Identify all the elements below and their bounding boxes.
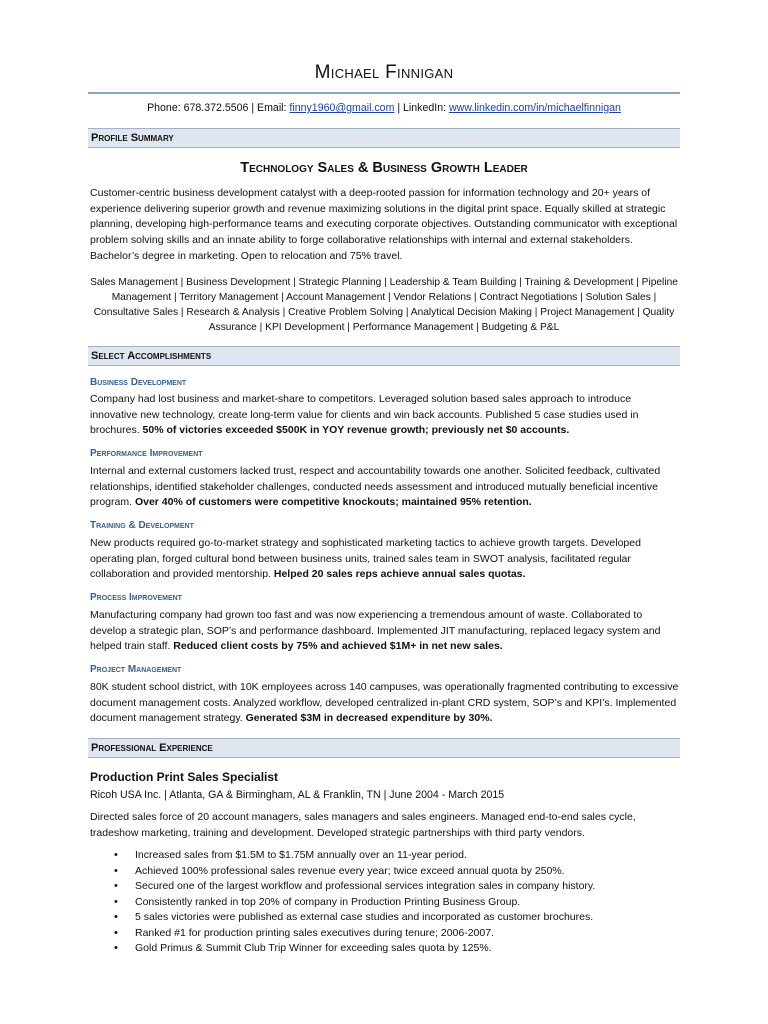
accomplishment-body: Internal and external customers lacked trust, respect and accountability towards one another. Solicited feedback, cultivated relationships, identified stakeholder challenges, conducted needs assessment and introduced mutually beneficial incentive program. [90,465,661,509]
list-item: • 5 sales victories were published as external case studies and incorporated as customer brochures. [114,910,674,926]
section-select-accomplishments: Select Accomplishments [88,346,680,366]
accomplishment-body: 80K student school district, with 10K employees across 140 campuses, was operationally fragmented contributing to excessive document management costs. Analyzed workflow, developed centralized in-plant CRD system, SOP’s and KPI’s. Implemented document management strategy. [90,681,679,725]
accomplishment-body: Company had lost business and market-share to competitors. Leveraged solution based sales approach to introduce innovative new technology, create long-term value for clients and win back accounts. Published 5 case studies used in brochures. [90,393,639,437]
accomplishment-title: Project Management [90,664,182,675]
list-item: • Ranked #1 for production printing sales executives during tenure; 2006-2007. [114,926,674,942]
contact-line [0,102,768,114]
list-item: • Achieved 100% professional sales revenue every year; twice exceed annual quota by 250%. [114,864,674,880]
profile-summary-text: Customer-centric business development catalyst with a deep-rooted passion for information technology and 20+ years of experience delivering superior growth and revenue maximizing solutions in the digital print space. Equally skilled at strategic planning, developing high-performance teams and executing corporate objectives. Outstanding communicator with exceptional problem solving skills and an innate ability to forge collaborative relationships with internal and external stakeholders. Bachelor’s degree in marketing. Open to relocation and 75% travel. [90,187,678,262]
list-item: • Increased sales from $1.5M to $1.75M annually over an 11-year period. [114,848,674,864]
accomplishment-result: Helped 20 sales reps achieve annual sales quotas. [273,568,526,581]
list-item: • Consistently ranked in top 20% of company in Production Printing Business Group. [114,895,674,911]
accomplishment-result: Over 40% of customers were competitive knockouts; maintained 95% retention. [134,496,532,509]
list-item: • Gold Primus & Summit Club Trip Winner for exceeding sales quota by 125%. [114,941,674,957]
accomplishment-result: Reduced client costs by 75% and achieved $1M+ in net new sales. [173,640,503,653]
accomplishment-text [90,464,680,511]
job-achievements-list [114,848,674,957]
candidate-name: Michael Finnigan [314,62,454,83]
linkedin-link[interactable]: www.linkedin.com/in/michaelfinnigan [448,102,621,114]
phone-text: Phone: 678.372.5506 | Email: [147,102,290,114]
list-item: • Secured one of the largest workflow and professional services integration sales in company history. [114,879,674,895]
accomplishment-body: New products required go-to-market strategy and sophisticated marketing tactics to achieve growth targets. Developed operating plan, forged cultural bond between business units, trained sales team in SWOT analysis, facilitated regular collaboration and provided mentorship. [90,537,641,581]
header-divider [88,92,680,94]
accomplishment-text [90,536,680,583]
job-description: Directed sales force of 20 account managers, sales managers and sales engineers. Managed end-to-end sales cycle, tradeshow marketing, training and development. Developed strategic partnerships with third party vendors. [90,811,636,839]
accomplishment-text [90,392,680,439]
linkedin-label: | LinkedIn: [394,102,449,114]
job-company-line: Ricoh USA Inc. | Atlanta, GA & Birmingham, AL & Franklin, TN | June 2004 - March 2015 [90,789,505,801]
accomplishment-result: Generated $3M in decreased expenditure by 30%. [245,712,493,725]
accomplishment-result: 50% of victories exceeded $500K in YOY revenue growth; previously net $0 accounts. [142,424,570,437]
accomplishment-title: Training & Development [90,520,194,531]
job-title: Production Print Sales Specialist [90,770,279,784]
accomplishment-title: Business Development [90,377,187,388]
skills-list: Sales Management | Business Development | Strategic Planning | Leadership & Team Building | Training & Development | Pipeline Management | Territory Management | Account Management | Vendor Relations | Contract Negotiations | Solution Sales | Consultative Sales | Research & Analysis | Creative Problem Solving | Analytical Decision Making | Project Management | Quality Assurance | KPI Development | Performance Management | Budgeting & P&L [90,277,678,333]
accomplishment-text [90,680,680,727]
section-professional-experience: Professional Experience [88,738,680,758]
email-link[interactable]: finny1960@gmail.com [289,102,395,114]
profile-headline: Technology Sales & Business Growth Leader [240,160,528,176]
accomplishment-title: Performance Improvement [90,448,203,459]
accomplishment-body: Manufacturing company had grown too fast and was now experiencing a tremendous amount of waste. Collaborated to develop a strategic plan, SOP’s and performance dashboard. Implemented JIT manufacturing, replaced legacy system and helped train staff. [90,609,661,653]
section-profile-summary: Profile Summary [88,128,680,148]
accomplishment-title: Process Improvement [90,592,182,603]
accomplishment-text [90,608,680,655]
